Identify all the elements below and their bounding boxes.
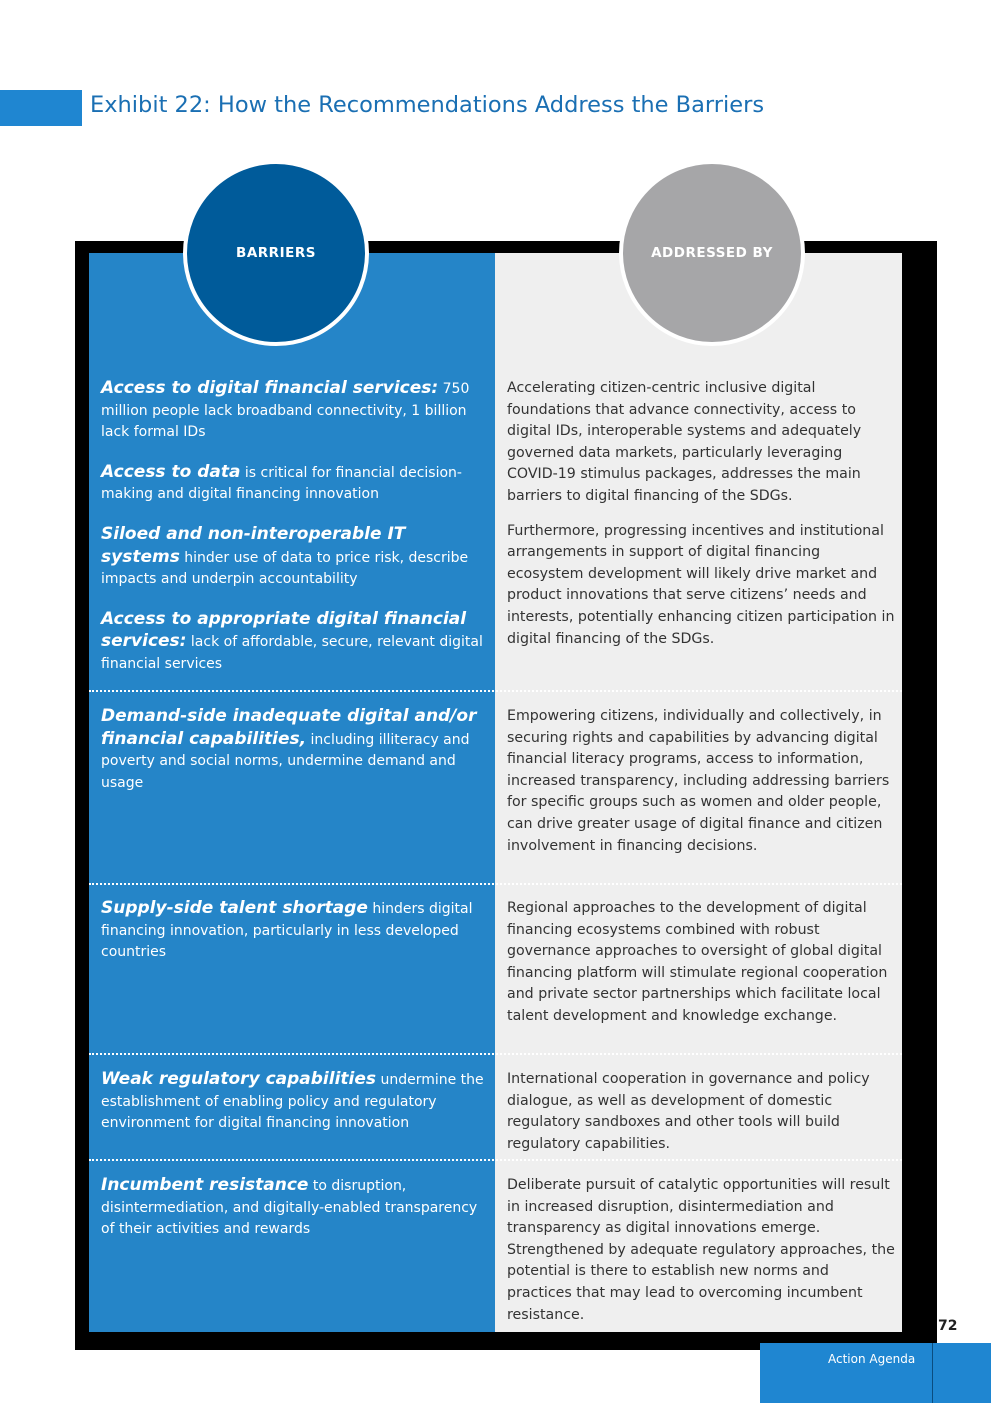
barrier-cell bbox=[101, 898, 485, 982]
addressed-text: International cooperation in governance and policy dialogue, as well as development of domestic regulatory sandboxes and other tools will build regulatory capabilities. bbox=[507, 1071, 870, 1152]
barrier-heading: Supply-side talent shortage bbox=[101, 898, 368, 918]
barrier-heading: Incumbent resistance bbox=[101, 1175, 309, 1195]
barrier-heading: Demand-side inadequate digital and/or financial capabilities, bbox=[101, 706, 477, 749]
barrier-heading: Weak regulatory capabilities bbox=[101, 1069, 377, 1089]
page-title: Exhibit 22: How the Recommendations Address the Barriers bbox=[90, 92, 765, 118]
row-divider bbox=[89, 1159, 902, 1161]
addressed-text: Furthermore, progressing incentives and institutional arrangements in support of digital financing ecosystem development will likely drive market and product innovations that serve citizens’ needs and interests, potentially enhancing citizen participation in digital financing of the SDGs. bbox=[507, 522, 895, 647]
barrier-text: 750 million people lack broadband connectivity, 1 billion lack formal IDs bbox=[101, 381, 470, 441]
barrier-text: hinder use of data to price risk, describe impacts and underpin accountability bbox=[101, 549, 469, 588]
title-accent-bar bbox=[0, 90, 82, 126]
barrier-text: lack of affordable, secure, relevant digital financial services bbox=[101, 634, 483, 672]
barrier-heading: Access to data bbox=[101, 461, 241, 482]
barrier-cell bbox=[101, 378, 485, 694]
barriers-label: BARRIERS bbox=[236, 245, 316, 261]
addressed-text: Regional approaches to the development of digital financing ecosystems combined with robust governance approaches to oversight of global digital financing platform will stimulate regional cooperation and private sector partnerships which facilitate local talent development and knowledge exchange. bbox=[507, 900, 888, 1024]
barrier-item bbox=[101, 524, 485, 591]
addressed-cell bbox=[507, 378, 897, 663]
addressed-by-label: ADDRESSED BY bbox=[651, 245, 773, 261]
addressed-text: Empowering citizens, individually and collectively, in securing rights and capabilities by advancing digital financial literacy programs, access to information, increased transparency, including addressing barriers for specific groups such as women and older people, can drive greater usage of digital finance and citizen involvement in financing decisions. bbox=[507, 708, 890, 854]
addressed-cell bbox=[507, 1069, 897, 1168]
barrier-item bbox=[101, 1069, 485, 1135]
barrier-item bbox=[101, 609, 485, 676]
barrier-item bbox=[101, 898, 485, 964]
barrier-text: is critical for financial decision-making and digital financing innovation bbox=[101, 464, 462, 503]
barrier-cell bbox=[101, 1069, 485, 1153]
footer-divider bbox=[932, 1343, 933, 1403]
barrier-text: undermine the establishment of enabling policy and regulatory environment for digital financing innovation bbox=[101, 1072, 484, 1132]
barrier-item bbox=[101, 378, 485, 444]
barrier-text: to disruption, disintermediation, and digitally-enabled transparency of their activities and rewards bbox=[101, 1178, 478, 1238]
barrier-text: including illiteracy and poverty and social norms, undermine demand and usage bbox=[101, 731, 470, 791]
addressed-by-circle-header bbox=[619, 160, 805, 346]
barrier-heading: Access to appropriate digital financial services: bbox=[101, 608, 467, 652]
barrier-item bbox=[101, 462, 485, 506]
barrier-text: hinders digital financing innovation, particularly in less developed countries bbox=[101, 901, 473, 961]
addressed-cell bbox=[507, 898, 897, 1041]
barriers-circle-header bbox=[183, 160, 369, 346]
barrier-heading: Siloed and non-interoperable IT systems bbox=[101, 523, 406, 567]
row-divider bbox=[89, 1053, 902, 1055]
barrier-item bbox=[101, 1175, 485, 1241]
addressed-text: Deliberate pursuit of catalytic opportunities will result in increased disruption, disintermediation and transparency as digital innovations emerge. Strengthened by adequate regulatory approaches, the potential is there to establish new norms and practices that may lead to overcoming incumbent resistance. bbox=[507, 1177, 895, 1323]
barrier-cell bbox=[101, 1175, 485, 1259]
row-divider bbox=[89, 883, 902, 885]
footer-section-label: Action Agenda bbox=[828, 1352, 916, 1366]
barrier-item bbox=[101, 706, 485, 794]
page-number: 72 bbox=[938, 1318, 958, 1334]
barrier-cell bbox=[101, 706, 485, 812]
addressed-text: Accelerating citizen-centric inclusive digital foundations that advance connectivity, access to digital IDs, interoperable systems and adequately governed data markets, particularly leveraging COVID-19 stimulus packages, addresses the main barriers to digital financing of the SDGs. bbox=[507, 380, 862, 504]
addressed-cell bbox=[507, 1175, 897, 1339]
addressed-cell bbox=[507, 706, 897, 870]
row-divider bbox=[89, 690, 902, 692]
barrier-heading: Access to digital financial services: bbox=[101, 378, 439, 398]
